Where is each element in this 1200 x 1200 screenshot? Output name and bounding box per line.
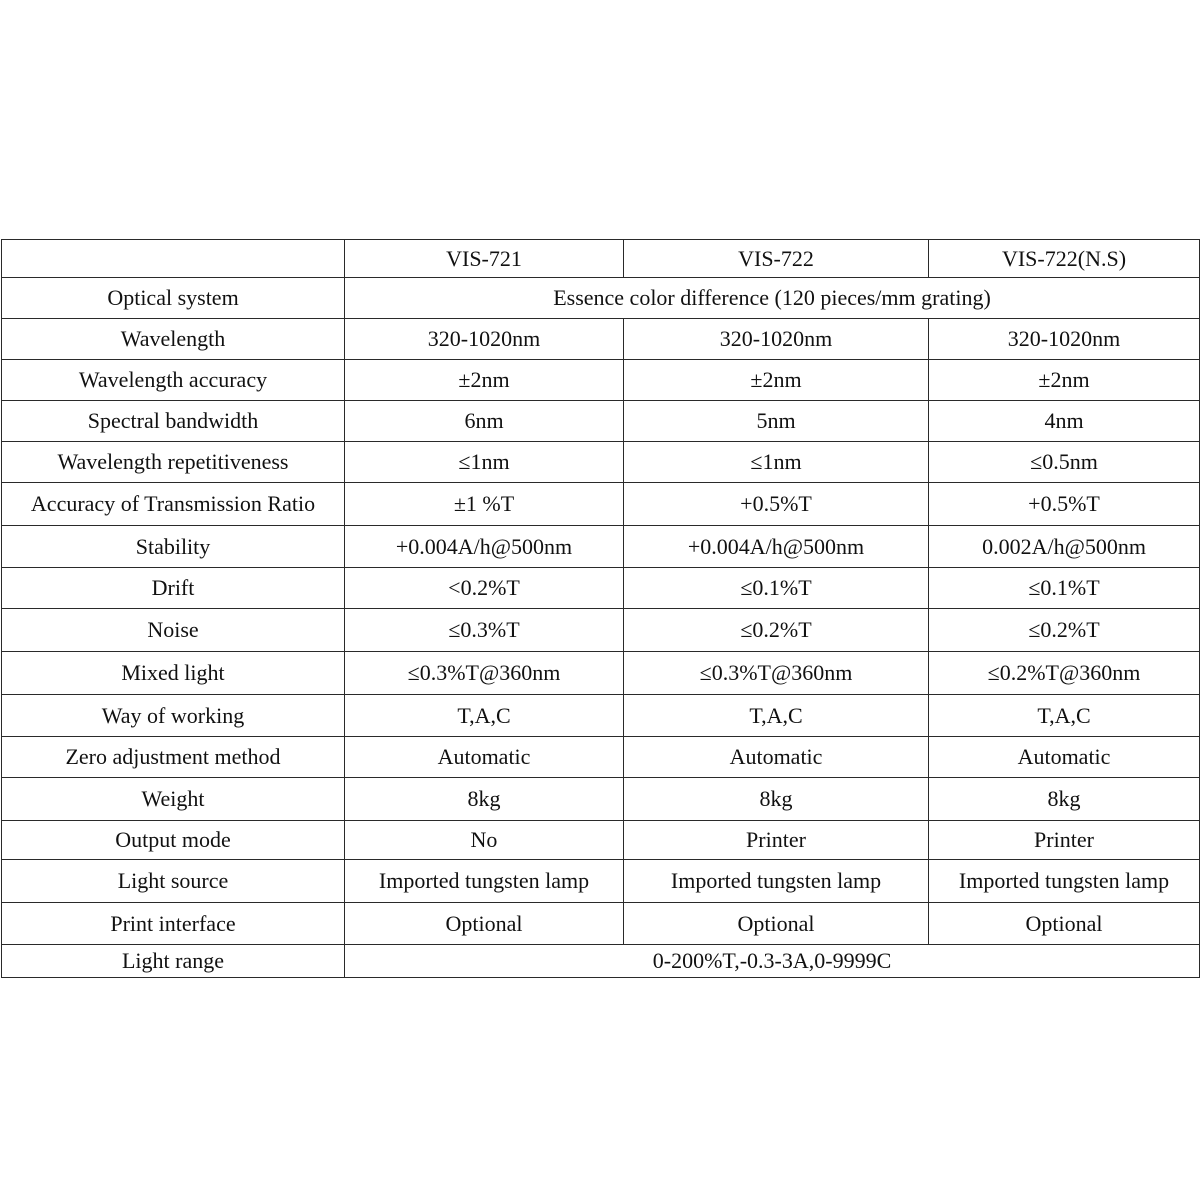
spec-table: [1, 239, 1200, 978]
cell-vis-721: 6nm: [345, 401, 624, 442]
table-row: [2, 903, 1200, 945]
row-label: Drift: [2, 568, 345, 609]
table-row: [2, 778, 1200, 821]
row-label: Output mode: [2, 821, 345, 860]
row-label: Noise: [2, 609, 345, 652]
cell-vis-721: 8kg: [345, 778, 624, 821]
row-label: Light source: [2, 860, 345, 903]
table-row: [2, 609, 1200, 652]
table-row: [2, 860, 1200, 903]
cell-vis-722-ns: 8kg: [929, 778, 1200, 821]
table-row: [2, 442, 1200, 483]
cell-vis-721: 320-1020nm: [345, 319, 624, 360]
cell-vis-722-ns: ≤0.1%T: [929, 568, 1200, 609]
cell-vis-721: +0.004A/h@500nm: [345, 526, 624, 568]
row-label: Print interface: [2, 903, 345, 945]
cell-vis-721: Automatic: [345, 737, 624, 778]
cell-vis-722: Optional: [624, 903, 929, 945]
cell-vis-722-ns: Automatic: [929, 737, 1200, 778]
cell-vis-722: Imported tungsten lamp: [624, 860, 929, 903]
cell-vis-721: ±2nm: [345, 360, 624, 401]
cell-vis-722: Printer: [624, 821, 929, 860]
cell-vis-722: ±2nm: [624, 360, 929, 401]
cell-vis-722: ≤0.1%T: [624, 568, 929, 609]
cell-vis-721: ±1 %T: [345, 483, 624, 526]
table-row: [2, 526, 1200, 568]
cell-vis-722: Automatic: [624, 737, 929, 778]
row-label: Spectral bandwidth: [2, 401, 345, 442]
merged-cell: Essence color difference (120 pieces/mm grating): [345, 278, 1200, 319]
cell-vis-722-ns: ≤0.2%T: [929, 609, 1200, 652]
cell-vis-722-ns: Optional: [929, 903, 1200, 945]
cell-vis-722: +0.5%T: [624, 483, 929, 526]
table-row: [2, 278, 1200, 319]
cell-vis-721: ≤1nm: [345, 442, 624, 483]
header-cell-vis-722-ns: VIS-722(N.S): [929, 240, 1200, 278]
cell-vis-721: ≤0.3%T@360nm: [345, 652, 624, 695]
row-label: Mixed light: [2, 652, 345, 695]
row-label: Accuracy of Transmission Ratio: [2, 483, 345, 526]
cell-vis-721: Optional: [345, 903, 624, 945]
row-label: Wavelength repetitiveness: [2, 442, 345, 483]
cell-vis-722-ns: 320-1020nm: [929, 319, 1200, 360]
header-cell-vis-722: VIS-722: [624, 240, 929, 278]
row-label: Zero adjustment method: [2, 737, 345, 778]
cell-vis-722-ns: Imported tungsten lamp: [929, 860, 1200, 903]
cell-vis-722: ≤0.3%T@360nm: [624, 652, 929, 695]
table-row: [2, 695, 1200, 737]
cell-vis-722-ns: 0.002A/h@500nm: [929, 526, 1200, 568]
cell-vis-722: T,A,C: [624, 695, 929, 737]
row-label: Way of working: [2, 695, 345, 737]
row-label: Stability: [2, 526, 345, 568]
table-row: [2, 652, 1200, 695]
header-cell-vis-721: VIS-721: [345, 240, 624, 278]
row-label: Wavelength accuracy: [2, 360, 345, 401]
cell-vis-722: ≤0.2%T: [624, 609, 929, 652]
table-row: [2, 360, 1200, 401]
cell-vis-721: ≤0.3%T: [345, 609, 624, 652]
cell-vis-722-ns: Printer: [929, 821, 1200, 860]
row-label: Wavelength: [2, 319, 345, 360]
table-row: [2, 568, 1200, 609]
cell-vis-721: T,A,C: [345, 695, 624, 737]
cell-vis-721: Imported tungsten lamp: [345, 860, 624, 903]
cell-vis-721: <0.2%T: [345, 568, 624, 609]
header-cell-empty: [2, 240, 345, 278]
cell-vis-722-ns: ≤0.5nm: [929, 442, 1200, 483]
table-row: [2, 483, 1200, 526]
cell-vis-721: No: [345, 821, 624, 860]
merged-cell: 0-200%T,-0.3-3A,0-9999C: [345, 945, 1200, 978]
table-row: [2, 737, 1200, 778]
row-label: Optical system: [2, 278, 345, 319]
row-label: Light range: [2, 945, 345, 978]
cell-vis-722: +0.004A/h@500nm: [624, 526, 929, 568]
table-row: [2, 945, 1200, 978]
cell-vis-722: ≤1nm: [624, 442, 929, 483]
cell-vis-722-ns: ±2nm: [929, 360, 1200, 401]
cell-vis-722: 5nm: [624, 401, 929, 442]
table-header-row: [2, 240, 1200, 278]
cell-vis-722-ns: ≤0.2%T@360nm: [929, 652, 1200, 695]
cell-vis-722: 8kg: [624, 778, 929, 821]
cell-vis-722: 320-1020nm: [624, 319, 929, 360]
cell-vis-722-ns: 4nm: [929, 401, 1200, 442]
table-row: [2, 401, 1200, 442]
cell-vis-722-ns: +0.5%T: [929, 483, 1200, 526]
table-row: [2, 319, 1200, 360]
table-row: [2, 821, 1200, 860]
cell-vis-722-ns: T,A,C: [929, 695, 1200, 737]
row-label: Weight: [2, 778, 345, 821]
